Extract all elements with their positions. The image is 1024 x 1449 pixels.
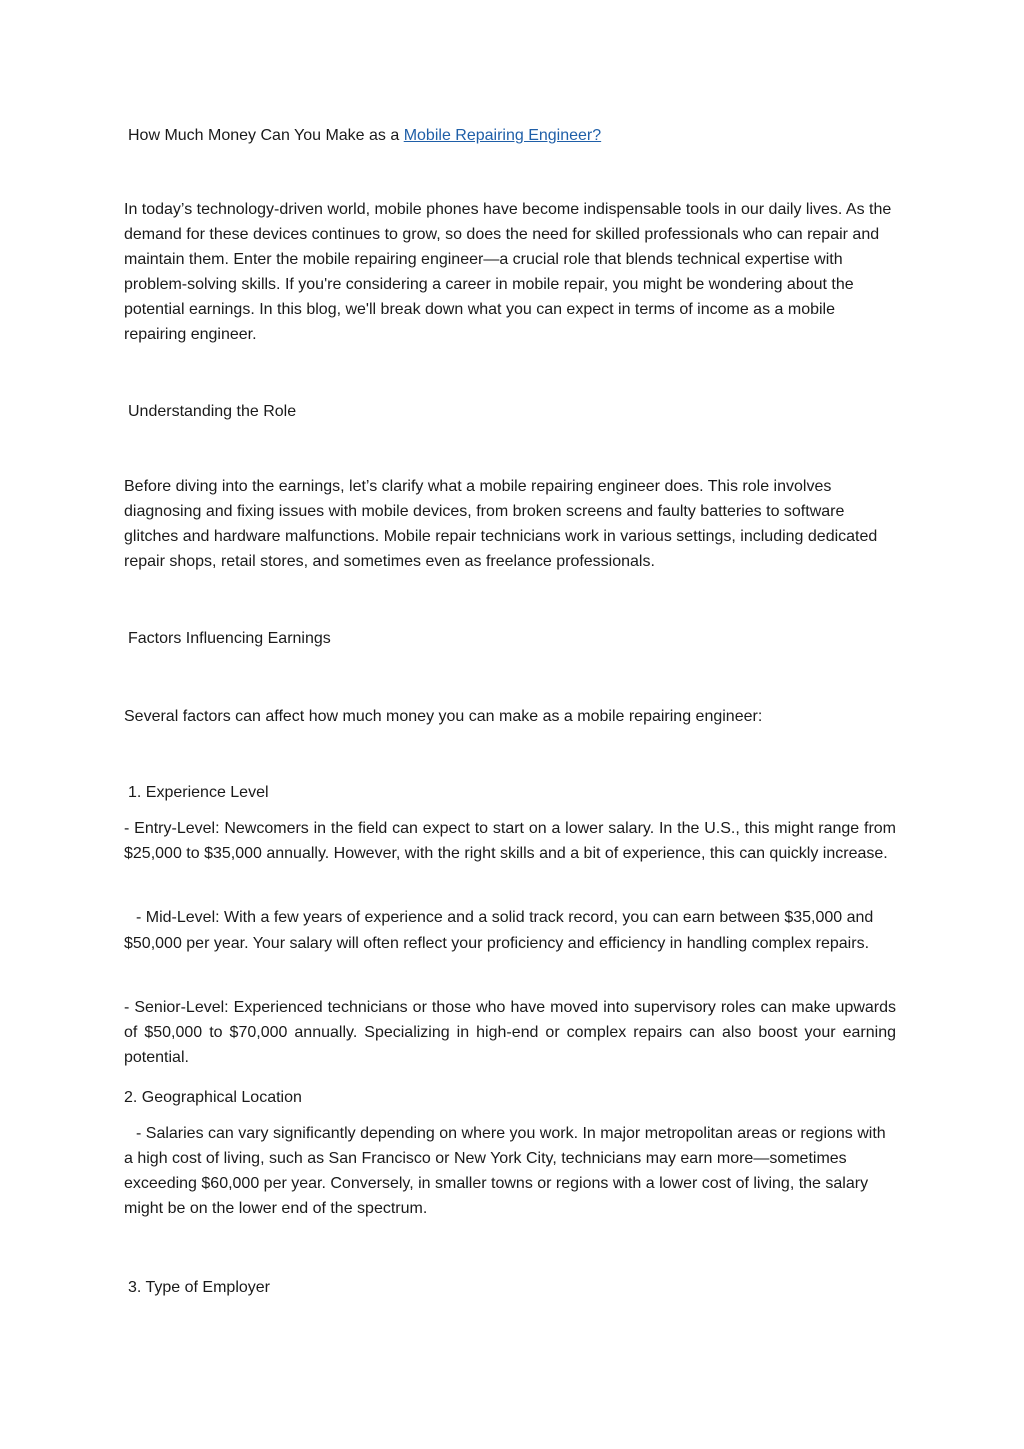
factors-heading: Factors Influencing Earnings bbox=[128, 630, 331, 647]
understanding-role-paragraph: Before diving into the earnings, let’s clarify what a mobile repairing engineer does. This role involves diagnosing and fixing issues with mobile devices, from broken screens and faulty batteries to software glitches and hardware malfunctions. Mobile repair technicians work in various settings, including dedicated repair shops, retail stores, and sometimes even as freelance professionals. bbox=[124, 478, 878, 570]
type-of-employer-heading: 3. Type of Employer bbox=[128, 1279, 270, 1296]
senior-level-paragraph: - Senior-Level: Experienced technicians or those who have moved into supervisory roles can make upwards of $50,000 to $70,000 annually. Specializing in high-end or complex repairs can also boost your earning potential. bbox=[124, 999, 896, 1066]
geographical-location-paragraph: - Salaries can vary significantly depending on where you work. In major metropolitan areas or regions with a high cost of living, such as San Francisco or New York City, technicians may earn more—sometimes exceeding $60,000 per year. Conversely, in smaller towns or regions with a lower cost of living, the salary might be on the lower end of the spectrum. bbox=[124, 1125, 886, 1217]
experience-level-heading: 1. Experience Level bbox=[128, 784, 269, 801]
mid-level-paragraph: - Mid-Level: With a few years of experience and a solid track record, you can earn between $35,000 and $50,000 per year. Your salary will often reflect your proficiency and efficiency in handling complex repairs. bbox=[124, 909, 874, 952]
entry-level-paragraph: - Entry-Level: Newcomers in the field can expect to start on a lower salary. In the U.S., this might range from $25,000 to $35,000 annually. However, with the right skills and a bit of experience, this can quickly increase. bbox=[124, 820, 896, 862]
geographical-location-heading: 2. Geographical Location bbox=[124, 1089, 302, 1106]
title-prefix: How Much Money Can You Make as a bbox=[128, 127, 404, 144]
intro-paragraph: In today’s technology-driven world, mobile phones have become indispensable tools in our daily lives. As the demand for these devices continues to grow, so does the need for skilled professionals who can repair and maintain them. Enter the mobile repairing engineer—a crucial role that blends technical expertise with problem-solving skills. If you're considering a career in mobile repair, you might be wondering about the potential earnings. In this blog, we'll break down what you can expect in terms of income as a mobile repairing engineer. bbox=[124, 201, 892, 343]
understanding-role-heading: Understanding the Role bbox=[128, 403, 297, 420]
document-title bbox=[128, 123, 900, 148]
mobile-repairing-engineer-link[interactable]: Mobile Repairing Engineer? bbox=[403, 127, 602, 144]
factors-intro-paragraph: Several factors can affect how much money you can make as a mobile repairing engineer: bbox=[124, 708, 763, 725]
